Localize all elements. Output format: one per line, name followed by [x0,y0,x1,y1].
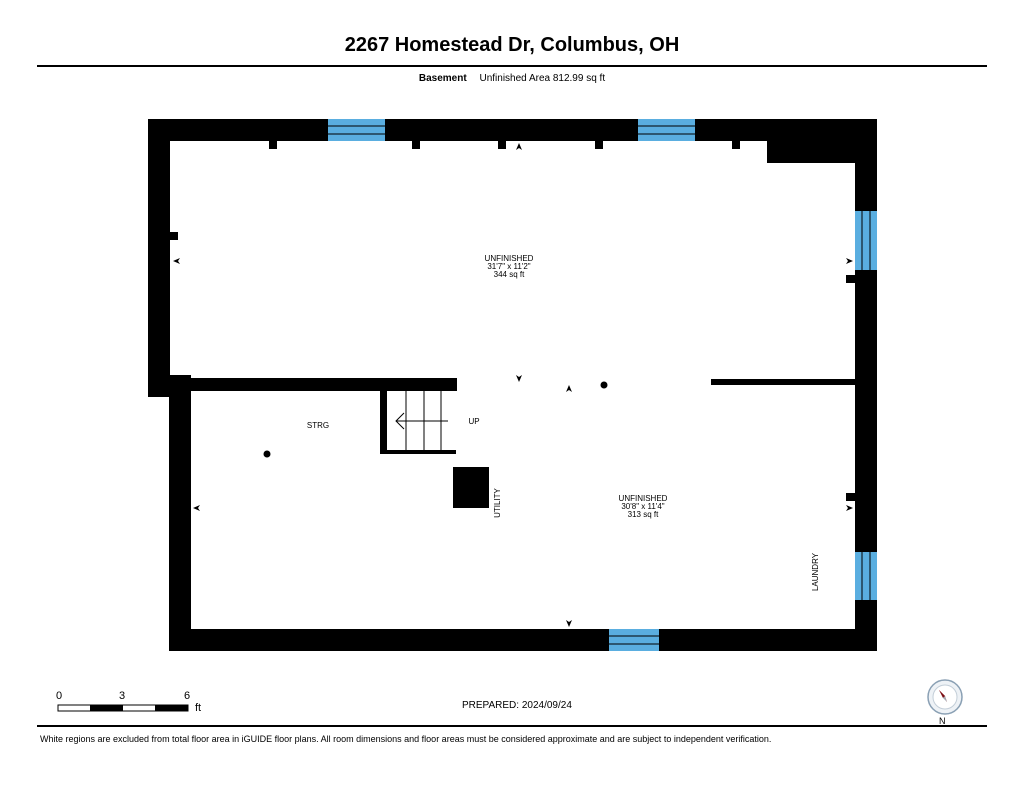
room-dims-lower: 30'8" x 11'4" [621,502,665,511]
plan-title: 2267 Homestead Dr, Columbus, OH [344,34,680,56]
window [609,629,659,651]
dimension-arrow [173,258,180,264]
stairs-up-label: UP [468,417,480,426]
wall-alcove [767,141,855,163]
utility-chimney [453,467,489,508]
window [328,119,385,141]
staircase [380,388,456,454]
wall-top [148,119,876,141]
wall-left-lower [169,375,191,651]
scale-unit: ft [195,702,202,714]
pilaster [412,140,420,149]
laundry-partition [711,379,857,385]
dimension-arrow [846,505,853,511]
dimension-arrow [193,505,200,511]
window [855,211,877,270]
room-name-upper: UNFINISHED [484,254,534,263]
area-summary: Unfinished Area 812.99 sq ft [479,73,606,84]
window [855,552,877,600]
scale-tick-3: 3 [119,690,126,702]
scale-tick-6: 6 [184,690,191,702]
pilaster [498,140,506,149]
storage-label: STRG [306,421,330,430]
wall-corner-notch [148,375,191,397]
scale-tick-0: 0 [56,690,63,702]
room-name-lower: UNFINISHED [618,494,668,503]
pilaster [595,140,603,149]
scale-bar [58,705,188,711]
support-post [264,451,271,458]
level-name: Basement [418,73,467,84]
utility-label: UTILITY [493,488,502,518]
wall-left-upper [148,119,170,396]
prepared-date: PREPARED: 2024/09/24 [462,700,572,711]
window [638,119,695,141]
pilaster [169,232,178,240]
pilaster [269,140,277,149]
dimension-arrow [516,375,522,382]
disclaimer: White regions are excluded from total floor area in iGUIDE floor plans. All room dimensions and floor areas must be considered approximate and are subject to independent verification. [40,734,772,744]
room-area-lower: 313 sq ft [627,510,659,519]
room-area-upper: 344 sq ft [493,270,525,279]
wall-bottom [169,629,877,651]
wall-stubs [169,140,855,508]
dimension-arrow [566,385,572,392]
compass-icon [925,678,965,718]
north-label: N [939,716,946,726]
laundry-label: LAUNDRY [811,552,820,592]
dimension-arrow [516,143,522,150]
support-post [601,382,608,389]
pilaster [846,275,855,283]
dimension-arrow [566,620,572,627]
pilaster [846,493,855,501]
room-dims-upper: 31'7" x 11'2" [487,262,531,271]
dimension-arrow [846,258,853,264]
footer-divider [37,725,987,727]
pilaster [732,140,740,149]
